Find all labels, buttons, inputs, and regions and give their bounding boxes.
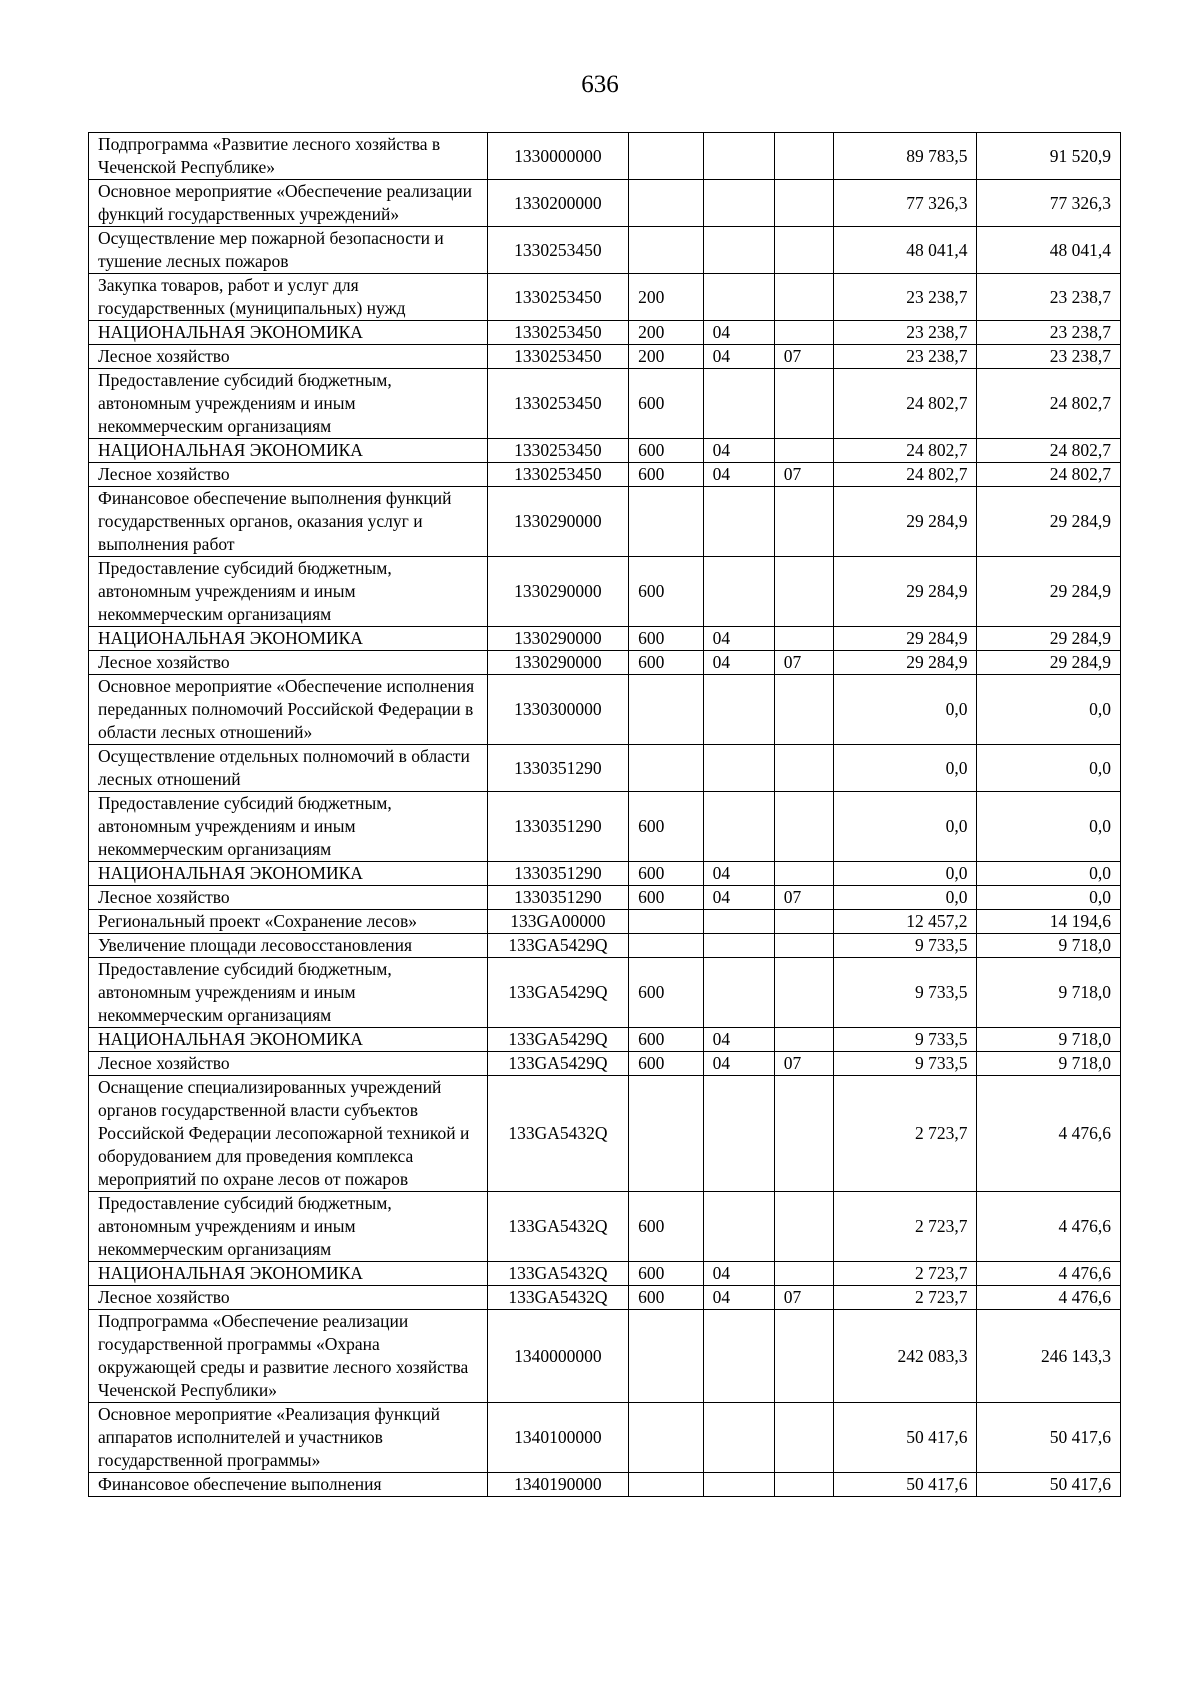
table-row	[89, 557, 1121, 627]
row-section-cell: 04	[703, 862, 774, 886]
row-name-cell: Лесное хозяйство	[89, 1286, 488, 1310]
table-row	[89, 910, 1121, 934]
table-row	[89, 1028, 1121, 1052]
row-amount-2-cell: 0,0	[977, 886, 1121, 910]
row-code-cell: 1330290000	[487, 651, 628, 675]
row-section-cell	[703, 1076, 774, 1192]
row-subsection-cell	[774, 627, 833, 651]
row-code-cell: 1340000000	[487, 1310, 628, 1403]
row-name-cell: НАЦИОНАЛЬНАЯ ЭКОНОМИКА	[89, 627, 488, 651]
table-row	[89, 792, 1121, 862]
table-row	[89, 1310, 1121, 1403]
row-section-cell: 04	[703, 1286, 774, 1310]
row-amount-1-cell: 24 802,7	[833, 439, 977, 463]
row-name-cell: Финансовое обеспечение выполнения	[89, 1473, 488, 1497]
table-row	[89, 862, 1121, 886]
row-subsection-cell	[774, 1192, 833, 1262]
row-amount-2-cell: 50 417,6	[977, 1473, 1121, 1497]
row-code-cell: 133GA5429Q	[487, 958, 628, 1028]
row-name-cell: НАЦИОНАЛЬНАЯ ЭКОНОМИКА	[89, 321, 488, 345]
row-amount-1-cell: 9 733,5	[833, 958, 977, 1028]
row-expense-type-cell	[629, 487, 703, 557]
row-amount-2-cell: 9 718,0	[977, 934, 1121, 958]
row-amount-2-cell: 77 326,3	[977, 180, 1121, 227]
row-section-cell: 04	[703, 321, 774, 345]
row-name-cell: Лесное хозяйство	[89, 886, 488, 910]
page-number: 636	[581, 71, 619, 98]
row-subsection-cell	[774, 910, 833, 934]
row-subsection-cell	[774, 369, 833, 439]
table-row	[89, 180, 1121, 227]
row-section-cell	[703, 227, 774, 274]
row-amount-2-cell: 29 284,9	[977, 487, 1121, 557]
row-section-cell	[703, 745, 774, 792]
row-name-cell: Предоставление субсидий бюджетным, автономным учреждениям и иным некоммерческим организациям	[89, 369, 488, 439]
row-subsection-cell	[774, 180, 833, 227]
row-name-cell: Лесное хозяйство	[89, 1052, 488, 1076]
row-expense-type-cell: 600	[629, 369, 703, 439]
row-name-cell: Региональный проект «Сохранение лесов»	[89, 910, 488, 934]
table-row	[89, 463, 1121, 487]
row-name-cell: Предоставление субсидий бюджетным, автономным учреждениям и иным некоммерческим организациям	[89, 958, 488, 1028]
row-amount-1-cell: 9 733,5	[833, 934, 977, 958]
row-name-cell: Основное мероприятие «Обеспечение исполнения переданных полномочий Российской Федерации в области лесных отношений»	[89, 675, 488, 745]
row-amount-2-cell: 9 718,0	[977, 1052, 1121, 1076]
row-expense-type-cell	[629, 934, 703, 958]
row-subsection-cell: 07	[774, 345, 833, 369]
row-code-cell: 133GA5432Q	[487, 1286, 628, 1310]
row-amount-2-cell: 0,0	[977, 675, 1121, 745]
row-amount-1-cell: 2 723,7	[833, 1286, 977, 1310]
row-expense-type-cell	[629, 1310, 703, 1403]
row-name-cell: Основное мероприятие «Реализация функций аппаратов исполнителей и участников государственной программы»	[89, 1403, 488, 1473]
row-amount-2-cell: 48 041,4	[977, 227, 1121, 274]
row-subsection-cell	[774, 1262, 833, 1286]
row-name-cell: НАЦИОНАЛЬНАЯ ЭКОНОМИКА	[89, 1262, 488, 1286]
row-name-cell: Осуществление отдельных полномочий в области лесных отношений	[89, 745, 488, 792]
row-name-cell: Закупка товаров, работ и услуг для государственных (муниципальных) нужд	[89, 274, 488, 321]
row-name-cell: Предоставление субсидий бюджетным, автономным учреждениям и иным некоммерческим организациям	[89, 792, 488, 862]
row-section-cell	[703, 557, 774, 627]
row-expense-type-cell	[629, 1473, 703, 1497]
row-expense-type-cell	[629, 1076, 703, 1192]
row-amount-1-cell: 12 457,2	[833, 910, 977, 934]
row-code-cell: 1330253450	[487, 345, 628, 369]
row-amount-1-cell: 89 783,5	[833, 133, 977, 180]
row-code-cell: 1330253450	[487, 439, 628, 463]
row-name-cell: Предоставление субсидий бюджетным, автономным учреждениям и иным некоммерческим организациям	[89, 1192, 488, 1262]
row-subsection-cell	[774, 958, 833, 1028]
table-row	[89, 369, 1121, 439]
row-subsection-cell	[774, 439, 833, 463]
row-subsection-cell	[774, 934, 833, 958]
row-amount-1-cell: 2 723,7	[833, 1262, 977, 1286]
row-code-cell: 1330300000	[487, 675, 628, 745]
table-row	[89, 886, 1121, 910]
row-section-cell	[703, 274, 774, 321]
row-code-cell: 1330253450	[487, 321, 628, 345]
row-section-cell	[703, 792, 774, 862]
row-amount-1-cell: 242 083,3	[833, 1310, 977, 1403]
row-amount-1-cell: 29 284,9	[833, 487, 977, 557]
row-amount-1-cell: 29 284,9	[833, 557, 977, 627]
row-code-cell: 133GA5432Q	[487, 1262, 628, 1286]
row-expense-type-cell: 600	[629, 958, 703, 1028]
row-section-cell: 04	[703, 1052, 774, 1076]
row-code-cell: 1340100000	[487, 1403, 628, 1473]
row-amount-1-cell: 23 238,7	[833, 321, 977, 345]
row-subsection-cell	[774, 487, 833, 557]
row-name-cell: НАЦИОНАЛЬНАЯ ЭКОНОМИКА	[89, 1028, 488, 1052]
row-subsection-cell	[774, 1028, 833, 1052]
row-name-cell: Финансовое обеспечение выполнения функций государственных органов, оказания услуг и выполнения работ	[89, 487, 488, 557]
row-code-cell: 1330000000	[487, 133, 628, 180]
row-subsection-cell	[774, 227, 833, 274]
row-expense-type-cell	[629, 133, 703, 180]
row-amount-1-cell: 9 733,5	[833, 1052, 977, 1076]
row-amount-1-cell: 29 284,9	[833, 651, 977, 675]
table-row	[89, 321, 1121, 345]
row-amount-2-cell: 24 802,7	[977, 463, 1121, 487]
row-section-cell: 04	[703, 886, 774, 910]
row-expense-type-cell	[629, 1403, 703, 1473]
row-name-cell: Подпрограмма «Развитие лесного хозяйства в Чеченской Республике»	[89, 133, 488, 180]
row-expense-type-cell: 200	[629, 345, 703, 369]
row-amount-1-cell: 77 326,3	[833, 180, 977, 227]
table-row	[89, 651, 1121, 675]
row-amount-1-cell: 23 238,7	[833, 345, 977, 369]
row-expense-type-cell: 600	[629, 792, 703, 862]
row-name-cell: Лесное хозяйство	[89, 463, 488, 487]
table-row	[89, 934, 1121, 958]
row-name-cell: НАЦИОНАЛЬНАЯ ЭКОНОМИКА	[89, 862, 488, 886]
row-section-cell	[703, 133, 774, 180]
row-section-cell	[703, 675, 774, 745]
row-expense-type-cell: 600	[629, 862, 703, 886]
row-subsection-cell	[774, 274, 833, 321]
row-code-cell: 133GA5429Q	[487, 1028, 628, 1052]
table-row	[89, 345, 1121, 369]
row-section-cell: 04	[703, 345, 774, 369]
row-subsection-cell	[774, 321, 833, 345]
row-amount-1-cell: 0,0	[833, 862, 977, 886]
row-code-cell: 133GA5429Q	[487, 1052, 628, 1076]
row-expense-type-cell	[629, 227, 703, 274]
row-amount-2-cell: 24 802,7	[977, 439, 1121, 463]
row-subsection-cell: 07	[774, 651, 833, 675]
row-subsection-cell	[774, 675, 833, 745]
row-code-cell: 1330290000	[487, 627, 628, 651]
row-subsection-cell: 07	[774, 463, 833, 487]
row-amount-2-cell: 9 718,0	[977, 1028, 1121, 1052]
row-subsection-cell	[774, 1403, 833, 1473]
row-code-cell: 1330290000	[487, 487, 628, 557]
row-expense-type-cell: 600	[629, 627, 703, 651]
row-expense-type-cell	[629, 180, 703, 227]
row-section-cell	[703, 1403, 774, 1473]
row-code-cell: 1340190000	[487, 1473, 628, 1497]
row-expense-type-cell	[629, 745, 703, 792]
row-section-cell: 04	[703, 1262, 774, 1286]
row-expense-type-cell	[629, 675, 703, 745]
row-amount-1-cell: 24 802,7	[833, 463, 977, 487]
table-row	[89, 1403, 1121, 1473]
table-row	[89, 1473, 1121, 1497]
row-code-cell: 1330253450	[487, 369, 628, 439]
row-amount-2-cell: 24 802,7	[977, 369, 1121, 439]
row-amount-2-cell: 0,0	[977, 745, 1121, 792]
row-section-cell: 04	[703, 439, 774, 463]
row-expense-type-cell: 200	[629, 274, 703, 321]
row-amount-2-cell: 246 143,3	[977, 1310, 1121, 1403]
row-name-cell: Оснащение специализированных учреждений органов государственной власти субъектов Российской Федерации лесопожарной техникой и оборудованием для проведения комплекса мероприятий по охране лесов от пожаров	[89, 1076, 488, 1192]
row-expense-type-cell: 600	[629, 1052, 703, 1076]
row-section-cell	[703, 1473, 774, 1497]
row-amount-2-cell: 4 476,6	[977, 1262, 1121, 1286]
table-row	[89, 439, 1121, 463]
row-section-cell: 04	[703, 1028, 774, 1052]
budget-table	[88, 132, 1121, 1497]
table-body	[89, 133, 1121, 1497]
row-amount-1-cell: 23 238,7	[833, 274, 977, 321]
row-amount-2-cell: 4 476,6	[977, 1192, 1121, 1262]
row-amount-2-cell: 23 238,7	[977, 321, 1121, 345]
table-row	[89, 675, 1121, 745]
row-expense-type-cell	[629, 910, 703, 934]
row-amount-1-cell: 0,0	[833, 745, 977, 792]
row-section-cell	[703, 180, 774, 227]
row-amount-1-cell: 50 417,6	[833, 1403, 977, 1473]
row-amount-2-cell: 0,0	[977, 862, 1121, 886]
row-expense-type-cell: 600	[629, 1262, 703, 1286]
row-code-cell: 1330253450	[487, 274, 628, 321]
row-expense-type-cell: 600	[629, 557, 703, 627]
row-code-cell: 133GA5432Q	[487, 1192, 628, 1262]
row-code-cell: 1330290000	[487, 557, 628, 627]
row-amount-1-cell: 29 284,9	[833, 627, 977, 651]
row-subsection-cell	[774, 1473, 833, 1497]
row-name-cell: Предоставление субсидий бюджетным, автономным учреждениям и иным некоммерческим организациям	[89, 557, 488, 627]
row-code-cell: 1330351290	[487, 792, 628, 862]
row-amount-1-cell: 2 723,7	[833, 1192, 977, 1262]
row-expense-type-cell: 600	[629, 651, 703, 675]
row-name-cell: НАЦИОНАЛЬНАЯ ЭКОНОМИКА	[89, 439, 488, 463]
row-amount-2-cell: 4 476,6	[977, 1286, 1121, 1310]
row-subsection-cell	[774, 133, 833, 180]
row-section-cell	[703, 369, 774, 439]
row-amount-1-cell: 0,0	[833, 675, 977, 745]
row-amount-1-cell: 50 417,6	[833, 1473, 977, 1497]
table-row	[89, 1076, 1121, 1192]
row-amount-2-cell: 0,0	[977, 792, 1121, 862]
row-amount-2-cell: 29 284,9	[977, 651, 1121, 675]
row-code-cell: 1330351290	[487, 886, 628, 910]
table-row	[89, 627, 1121, 651]
row-code-cell: 1330200000	[487, 180, 628, 227]
row-section-cell: 04	[703, 651, 774, 675]
row-code-cell: 1330253450	[487, 463, 628, 487]
row-amount-2-cell: 14 194,6	[977, 910, 1121, 934]
row-expense-type-cell: 600	[629, 886, 703, 910]
row-amount-1-cell: 0,0	[833, 792, 977, 862]
row-subsection-cell	[774, 1310, 833, 1403]
row-expense-type-cell: 200	[629, 321, 703, 345]
row-subsection-cell: 07	[774, 1286, 833, 1310]
row-code-cell: 1330351290	[487, 862, 628, 886]
row-expense-type-cell: 600	[629, 1028, 703, 1052]
row-section-cell	[703, 1192, 774, 1262]
row-amount-2-cell: 23 238,7	[977, 345, 1121, 369]
row-amount-1-cell: 0,0	[833, 886, 977, 910]
row-subsection-cell	[774, 862, 833, 886]
row-subsection-cell: 07	[774, 1052, 833, 1076]
row-amount-1-cell: 48 041,4	[833, 227, 977, 274]
row-name-cell: Осуществление мер пожарной безопасности и тушение лесных пожаров	[89, 227, 488, 274]
row-expense-type-cell: 600	[629, 439, 703, 463]
row-expense-type-cell: 600	[629, 1286, 703, 1310]
row-amount-1-cell: 2 723,7	[833, 1076, 977, 1192]
row-expense-type-cell: 600	[629, 1192, 703, 1262]
table-row	[89, 745, 1121, 792]
row-code-cell: 133GA5432Q	[487, 1076, 628, 1192]
row-subsection-cell	[774, 745, 833, 792]
row-amount-2-cell: 29 284,9	[977, 557, 1121, 627]
table-row	[89, 1262, 1121, 1286]
row-name-cell: Лесное хозяйство	[89, 651, 488, 675]
row-section-cell	[703, 934, 774, 958]
row-name-cell: Подпрограмма «Обеспечение реализации государственной программы «Охрана окружающей среды и развитие лесного хозяйства Чеченской Республики»	[89, 1310, 488, 1403]
table-row	[89, 274, 1121, 321]
row-expense-type-cell: 600	[629, 463, 703, 487]
row-amount-2-cell: 4 476,6	[977, 1076, 1121, 1192]
row-code-cell: 133GA5429Q	[487, 934, 628, 958]
row-amount-2-cell: 50 417,6	[977, 1403, 1121, 1473]
row-amount-2-cell: 29 284,9	[977, 627, 1121, 651]
table-row	[89, 1286, 1121, 1310]
row-amount-1-cell: 9 733,5	[833, 1028, 977, 1052]
table-row	[89, 487, 1121, 557]
table-row	[89, 1052, 1121, 1076]
row-subsection-cell	[774, 792, 833, 862]
row-code-cell: 1330351290	[487, 745, 628, 792]
row-section-cell	[703, 910, 774, 934]
row-amount-2-cell: 91 520,9	[977, 133, 1121, 180]
row-name-cell: Увеличение площади лесовосстановления	[89, 934, 488, 958]
row-amount-2-cell: 9 718,0	[977, 958, 1121, 1028]
row-amount-2-cell: 23 238,7	[977, 274, 1121, 321]
row-section-cell	[703, 487, 774, 557]
table-row	[89, 133, 1121, 180]
row-code-cell: 1330253450	[487, 227, 628, 274]
row-section-cell: 04	[703, 627, 774, 651]
row-amount-1-cell: 24 802,7	[833, 369, 977, 439]
row-subsection-cell	[774, 1076, 833, 1192]
row-subsection-cell	[774, 557, 833, 627]
table-row	[89, 958, 1121, 1028]
row-section-cell	[703, 958, 774, 1028]
row-name-cell: Лесное хозяйство	[89, 345, 488, 369]
row-name-cell: Основное мероприятие «Обеспечение реализации функций государственных учреждений»	[89, 180, 488, 227]
row-code-cell: 133GA00000	[487, 910, 628, 934]
table-row	[89, 1192, 1121, 1262]
row-section-cell: 04	[703, 463, 774, 487]
row-section-cell	[703, 1310, 774, 1403]
row-subsection-cell: 07	[774, 886, 833, 910]
table-row	[89, 227, 1121, 274]
